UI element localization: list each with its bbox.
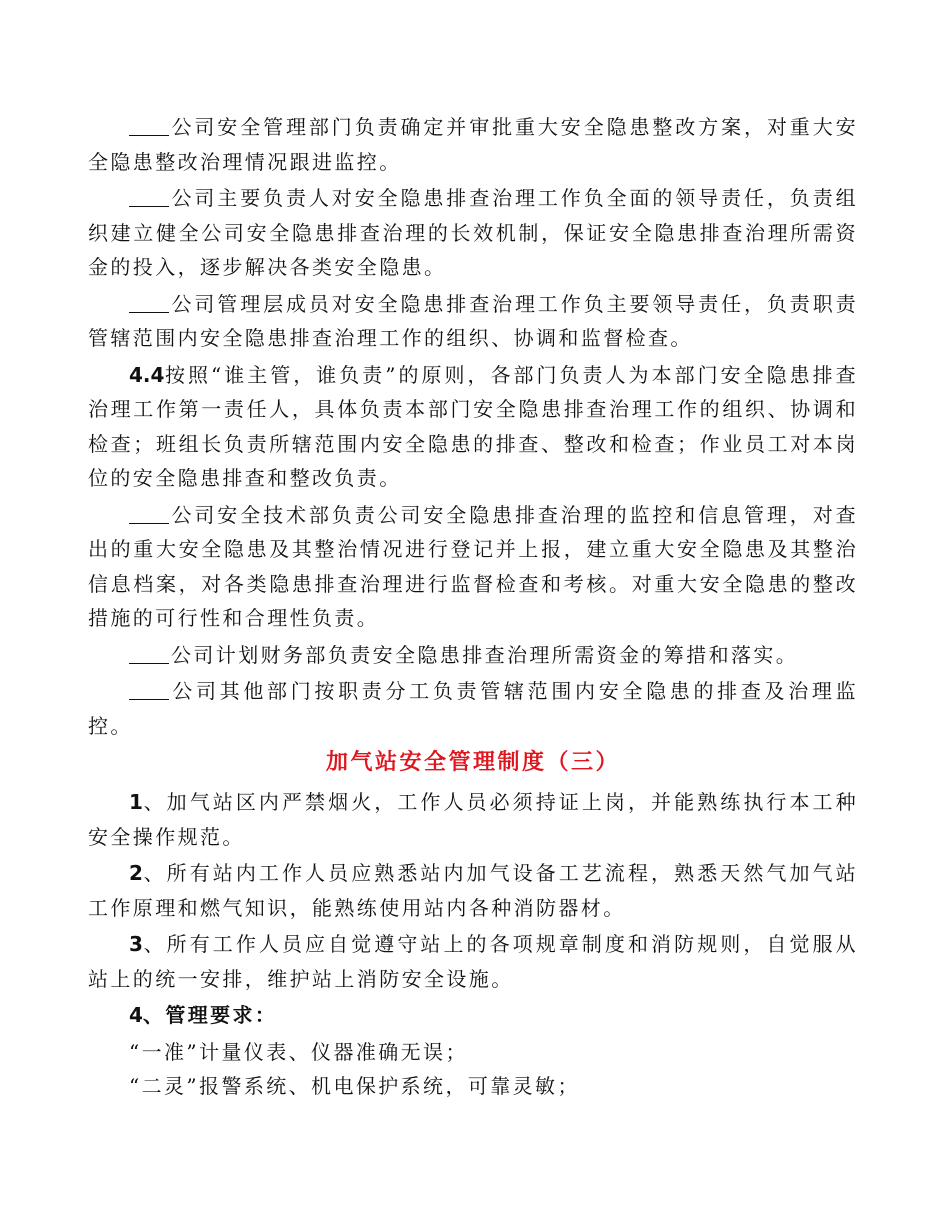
- fill-blank: [129, 679, 169, 700]
- fill-blank: [129, 292, 169, 313]
- paragraph-text: 公司管理层成员对安全隐患排查治理工作负主要领导责任，负责职责管辖范围内安全隐患排查治理工作的组织、协调和监督检查。: [88, 291, 858, 350]
- requirement-item: “一准”计量仪表、仪器准确无误；: [129, 1039, 468, 1064]
- rule-number: 2: [129, 861, 143, 885]
- paragraph-principal: [88, 181, 858, 285]
- paragraph-safety-dept: [88, 110, 858, 179]
- document-body: [88, 110, 858, 1104]
- rule-item: [88, 927, 858, 996]
- paragraph-text: 公司主要负责人对安全隐患排查治理工作负全面的领导责任，负责组织建立健全公司安全隐患排查治理的长效机制，保证安全隐患排查治理所需资金的投入，逐步解决各类安全隐患。: [88, 186, 858, 279]
- clause-4-4: [88, 358, 858, 496]
- section-title: 加气站安全管理制度（三）: [325, 750, 620, 775]
- fill-blank: [129, 643, 169, 664]
- paragraph-text: 公司其他部门按职责分工负责管辖范围内安全隐患的排查及治理监控。: [88, 679, 858, 738]
- requirement-item: “二灵”报警系统、机电保护系统，可靠灵敏；: [129, 1074, 580, 1098]
- clause-text: 按照“谁主管，谁负责”的原则，各部门负责人为本部门安全隐患排查治理工作第一责任人，具体负责本部门安全隐患排查治理工作的组织、协调和检查；班组长负责所辖范围内安全隐患的排查、整改和检查；作业员工对本岗位的安全隐患排查和整改负责。: [88, 362, 858, 490]
- fill-blank: [129, 186, 169, 207]
- rule-text: 、加气站区内严禁烟火，工作人员必须持证上岗，并能熟练执行本工种安全操作规范。: [88, 790, 858, 849]
- paragraph-text: 公司计划财务部负责安全隐患排查治理所需资金的筹措和落实。: [171, 642, 799, 667]
- rule-number: 1: [129, 790, 143, 814]
- fill-blank: [129, 115, 169, 136]
- paragraph-management: [88, 287, 858, 356]
- clause-number: 4.4: [129, 362, 165, 387]
- rule-number: 3: [129, 932, 143, 956]
- fill-blank: [129, 503, 169, 524]
- rule-text: 、所有站内工作人员应熟悉站内加气设备工艺流程，熟悉天然气加气站工作原理和燃气知识，能熟练使用站内各种消防器材。: [88, 861, 858, 920]
- rule-text: 、所有工作人员应自觉遵守站上的各项规章制度和消防规则，自觉服从站上的统一安排，维护站上消防安全设施。: [88, 932, 858, 991]
- rule-lead: 、管理要求：: [142, 1003, 278, 1027]
- rule-item-management: [88, 998, 858, 1033]
- paragraph-text: 公司安全技术部负责公司安全隐患排查治理的监控和信息管理，对查出的重大安全隐患及其整治情况进行登记并上报，建立重大安全隐患及其整治信息档案，对各类隐患排查治理进行监督检查和考核。对重大安全隐患的整改措施的可行性和合理性负责。: [88, 502, 858, 630]
- rule-item: [88, 856, 858, 925]
- paragraph-other-dept: [88, 674, 858, 743]
- rule-number: 4: [129, 1003, 143, 1027]
- paragraph-finance-dept: [88, 638, 858, 673]
- paragraph-text: 公司安全管理部门负责确定并审批重大安全隐患整改方案，对重大安全隐患整改治理情况跟进监控。: [88, 115, 858, 174]
- paragraph-tech-dept: [88, 498, 858, 636]
- rule-item: [88, 785, 858, 854]
